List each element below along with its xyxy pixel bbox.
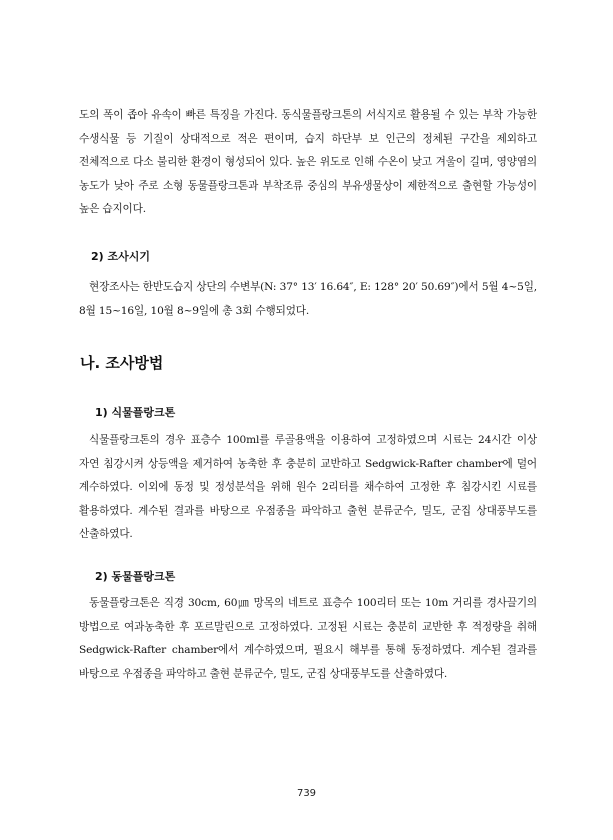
intro-paragraph: 도의 폭이 좁아 유속이 빠른 특징을 가진다. 동식물플랑크톤의 서식지로 활용될 수 있는 부착 가능한 수생식물 등 기질이 상대적으로 적은 편이며, 습지 하단부 보 인근의 정체된 구간을 제외하고 전체적으로 다소 불리한 환경이 형성되어 있다. 높은 위도로 인해 수온이 낮고 겨울이 길며, 영양염의 농도가 낮아 주로 소형 동물플랑크톤과 부착조류 중심의 부유생물상이 제한적으로 출현할 가능성이 높은 습지이다. xyxy=(79,109,537,216)
zooplankton-heading: 2) 동물플랑크톤 xyxy=(95,570,176,583)
survey-time-paragraph: 현장조사는 한반도습지 상단의 수변부(N: 37° 13′ 16.64″, E: 128° 20′ 50.69″)에서 5월 4~5일, 8월 15~16일, 10월 8~9일에 총 3회 수행되었다. xyxy=(79,281,537,317)
method-heading: 나. 조사방법 xyxy=(80,354,164,372)
survey-time-heading: 2) 조사시기 xyxy=(91,250,151,263)
page-number: 739 xyxy=(296,788,317,799)
phytoplankton-paragraph: 식물플랑크톤의 경우 표층수 100ml를 루골용액을 이용하여 고정하였으며 시료는 24시간 이상 자연 침강시켜 상등액을 제거하여 농축한 후 충분히 교반하고 Sedgwick-Rafter chamber에 덜어 계수하였다. 이외에 동정 및 정성분석을 위해 원수 2리터를 채수하여 고정한 후 침강시킨 시료를 활용하였다. 계수된 결과를 바탕으로 우점종을 파악하고 출현 분류군수, 밀도, 군집 상대풍부도를 산출하였다. xyxy=(79,434,537,541)
zooplankton-paragraph: 동물플랑크톤은 직경 30cm, 60㎛ 망목의 네트로 표층수 100리터 또는 10m 거리를 경사끌기의 방법으로 여과농축한 후 포르말린으로 고정하였다. 고정된 시료는 충분히 교반한 후 적정량을 취해 Sedgwick-Rafter chamber에서 계수하였으며, 필요시 해부를 통해 동정하였다. 계수된 결과를 바탕으로 우점종을 파악하고 출현 분류군수, 밀도, 군집 상대풍부도를 산출하였다. xyxy=(79,597,537,680)
phytoplankton-heading: 1) 식물플랑크톤 xyxy=(95,406,176,419)
